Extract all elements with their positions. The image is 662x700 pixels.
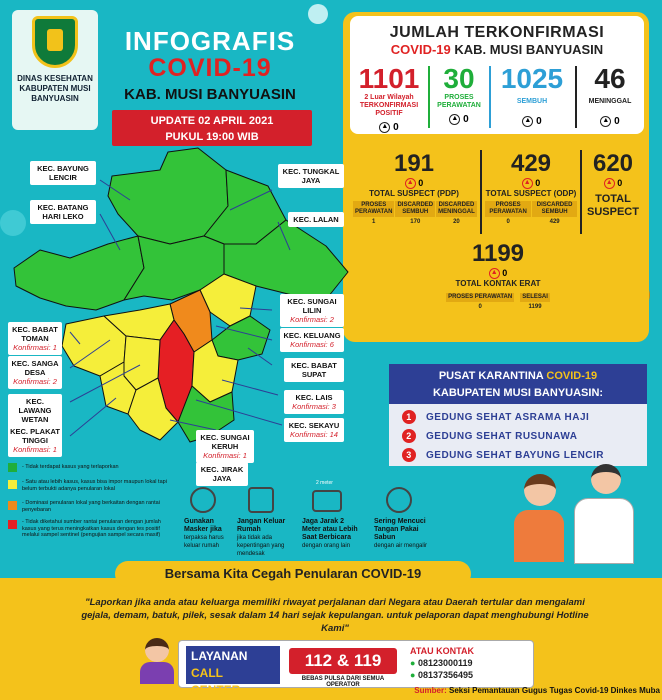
legend-text: - Satu atau lebih kasus, kasus bisa impor maupun lokal tapi belum terbukti adanya penularan lokal <box>22 479 167 492</box>
hotline-message: "Laporkan jika anda atau keluarga memiliki riwayat perjalanan dari Negara atau Daerah tertular dan mengalami gejala, demam, batuk, pilek, sesak dalam 14 hari sejak kepulangan. untuk pelaporan dapat menghubungi Hotline Kami" <box>81 597 589 634</box>
map-label-bayung-lencir: KEC. BAYUNG LENCIR <box>30 161 96 185</box>
pdp-label: TOTAL SUSPECT (PDP) <box>369 189 459 199</box>
phone-icon: ● <box>410 658 416 668</box>
sembuh-change <box>491 116 573 127</box>
update-date: UPDATE 02 APRIL 2021 <box>150 115 274 127</box>
sembuh-value: 1025 <box>500 63 564 94</box>
odp-value: 429 <box>510 150 552 177</box>
tip-mask <box>184 518 236 550</box>
map-label-sekayu <box>284 418 344 442</box>
stat-sembuh <box>491 64 573 134</box>
map-label-batang-hari-leko: KEC. BATANG HARI LEKO <box>30 200 96 224</box>
quarantine-item-label: GEDUNG SEHAT BAYUNG LENCIR <box>426 450 605 461</box>
perawatan-value: 30 <box>443 63 475 94</box>
logo-box <box>12 10 98 130</box>
konfirmasi-change-value: 0 <box>393 122 399 134</box>
map-label-konfirmasi: Konfirmasi: 1 <box>13 445 57 454</box>
phone-number[interactable]: 08137356495 <box>417 670 474 680</box>
tip-title: Jaga Jarak 2 Meter atau Lebih Saat Berbicara <box>302 518 358 541</box>
map-label-sungai-keruh <box>196 430 254 463</box>
map-label-konfirmasi: Konfirmasi: 2 <box>290 315 334 324</box>
arrow-up-icon: ▲ <box>522 178 533 189</box>
map-label-keluang <box>280 328 344 352</box>
map-label-sanga-desa <box>8 356 62 389</box>
arrow-up-icon: ▲ <box>600 116 611 127</box>
kontak-change <box>440 268 556 279</box>
quarantine-heading-c: KABUPATEN MUSI BANYUASIN: <box>432 387 604 399</box>
suspect-block <box>582 150 644 219</box>
quarantine-item-label: GEDUNG SEHAT RUSUNAWA <box>426 431 578 442</box>
map-label-konfirmasi: Konfirmasi: 1 <box>13 343 57 352</box>
phone-row[interactable] <box>410 669 530 681</box>
tip-sub: terpaksa harus keluar rumah <box>184 535 224 549</box>
arrow-up-icon: ▲ <box>489 268 500 279</box>
source-label: Sumber: <box>414 686 447 695</box>
stats-subheading-kab: KAB. MUSI BANYUASIN <box>454 42 604 57</box>
kontak-col: PROSES PERAWATAN <box>448 294 513 301</box>
map-label-tungkal-jaya: KEC. TUNGKAL JAYA <box>278 164 344 188</box>
tip-handwash <box>374 518 434 550</box>
patient-illustration <box>514 474 566 564</box>
kontak-cell: 0 <box>446 303 514 311</box>
phone-row[interactable] <box>410 657 530 669</box>
odp-cell: 0 <box>485 218 531 226</box>
callcenter-atau: ATAU KONTAK <box>410 646 474 656</box>
banner-slogan: Bersama Kita Cegah Penularan COVID-19 <box>115 561 471 587</box>
virus-decoration <box>308 4 328 24</box>
arrow-up-icon: ▲ <box>379 122 390 133</box>
odp-col: DISCARDED SEMBUH <box>532 201 577 217</box>
map-label-name: KEC. BABAT TOMAN <box>12 325 58 343</box>
title-kabupaten: KAB. MUSI BANYUASIN <box>124 86 296 103</box>
odp-change-value: 0 <box>535 178 541 188</box>
map-label-name: KEC. SEKAYU <box>288 421 340 430</box>
kontak-block <box>440 240 556 312</box>
stats-subheading <box>350 42 644 57</box>
legend-swatch-red <box>8 520 17 529</box>
suspect-change <box>582 178 644 189</box>
meninggal-change <box>577 116 643 127</box>
tip-stay-home <box>237 518 297 558</box>
pdp-change-value: 0 <box>418 178 424 188</box>
dept-name: DINAS KESEHATAN KABUPATEN MUSI BANYUASIN <box>17 74 93 103</box>
stats-subheading-covid: COVID-19 <box>390 42 451 57</box>
suspect-label: TOTAL SUSPECT <box>587 193 639 219</box>
legend-text: - Tidak diketahui sumber rantai penularan dengan jumlah kasus yang terus meningkatkan kasus dengan tes positif melalui sampel sentinel (pengujian sampel secara masif) <box>22 519 161 538</box>
tip-sub: dengan air mengalir <box>374 543 428 549</box>
callcenter-call: CALL CENTER <box>191 666 241 697</box>
phone-number[interactable]: 08123000119 <box>417 658 473 668</box>
sembuh-label: SEMBUH <box>516 98 548 105</box>
map-label-name: KEC. SUNGAI LILIN <box>287 297 337 315</box>
map-label-name: KEC. LAIS <box>295 393 333 402</box>
meninggal-change-value: 0 <box>614 116 620 128</box>
pdp-col: DISCARDED MENINGGAL <box>438 202 475 216</box>
stat-konfirmasi <box>352 64 426 134</box>
quarantine-heading <box>389 364 647 404</box>
source-credit <box>380 686 660 695</box>
odp-label: TOTAL SUSPECT (ODP) <box>485 189 577 199</box>
odp-table <box>484 200 578 227</box>
map-label-konfirmasi: Konfirmasi: 6 <box>290 340 334 349</box>
legend-text: - Tidak terdapat kasus yang terlaporkan <box>22 464 119 470</box>
perawatan-change-value: 0 <box>463 114 469 126</box>
map-label-konfirmasi: Konfirmasi: 3 <box>292 402 336 411</box>
konfirmasi-change <box>352 122 426 133</box>
legend-swatch-green <box>8 463 17 472</box>
distance-label: 2 meter <box>316 480 333 486</box>
doctor-illustration <box>574 464 638 568</box>
kontak-value: 1199 <box>471 240 525 267</box>
house-icon <box>248 487 274 513</box>
tip-sub: jika tidak ada kepentingan yang mendesak <box>237 535 285 557</box>
update-time: PUKUL 19:00 WIB <box>165 131 259 143</box>
perawatan-change <box>430 114 488 125</box>
tip-title: Gunakan Masker jika <box>184 518 222 533</box>
map-label-jirak-jaya: KEC. JIRAK JAYA <box>196 462 248 486</box>
legend-swatch-orange <box>8 501 17 510</box>
callcenter-number[interactable]: 112 & 119 <box>289 648 397 674</box>
arrow-up-icon: ▲ <box>522 116 533 127</box>
sembuh-change-value: 0 <box>536 116 542 128</box>
pdp-value: 191 <box>393 150 435 177</box>
kontak-col: SELESAI <box>522 294 548 301</box>
odp-change <box>484 178 578 189</box>
kontak-label: TOTAL KONTAK ERAT <box>455 279 541 289</box>
tip-distance <box>302 518 364 550</box>
map-label-konfirmasi: Konfirmasi: 1 <box>203 451 247 460</box>
konfirmasi-label: 2 Luar Wilayah TERKONFIRMASI POSITIF <box>359 94 419 117</box>
map-region-babat-supat <box>212 316 270 360</box>
legend-text: - Dominasi penularan lokal yang berkaitan dengan rantai penyebaran <box>22 500 160 513</box>
map-label-konfirmasi: Konfirmasi: 14 <box>290 430 338 439</box>
quarantine-heading-a: PUSAT KARANTINA <box>438 370 544 382</box>
stat-perawatan <box>430 64 488 134</box>
callcenter-contacts <box>410 645 530 681</box>
page-title: INFOGRAFIS <box>124 26 296 56</box>
map-label-sungai-lilin <box>280 294 344 327</box>
map-label-babat-toman <box>8 322 62 355</box>
meninggal-value: 46 <box>594 63 626 94</box>
kabupaten-logo <box>32 16 78 68</box>
pdp-cell: 20 <box>436 218 477 226</box>
pdp-cell: 170 <box>395 218 435 226</box>
arrow-up-icon: ▲ <box>604 178 615 189</box>
pdp-col: DISCARDED SEMBUH <box>397 202 434 216</box>
callcenter-layanan: LAYANAN <box>191 649 248 663</box>
quarantine-heading-b: COVID-19 <box>546 370 598 382</box>
mask-icon <box>190 487 216 513</box>
map-label-name: KEC. KELUANG <box>283 331 341 340</box>
map-label-babat-supat: KEC. BABAT SUPAT <box>284 358 344 382</box>
quarantine-item: 3 GEDUNG SEHAT BAYUNG LENCIR <box>402 448 604 464</box>
arrow-up-icon: ▲ <box>449 114 460 125</box>
kontak-cell: 1199 <box>520 303 550 311</box>
title-covid: COVID-19 <box>148 54 272 82</box>
callcenter-title <box>186 646 280 697</box>
pdp-cell: 1 <box>353 218 394 226</box>
callcenter-note: BEBAS PULSA DARI SEMUA OPERATOR <box>301 676 385 688</box>
odp-col: PROSES PERAWATAN <box>485 201 531 217</box>
map-label-name: KEC. SUNGAI KERUH <box>200 433 250 451</box>
operator-illustration <box>140 638 174 688</box>
map-label-lawang-wetan: KEC. LAWANG WETAN <box>8 394 62 427</box>
suspect-value: 620 <box>592 150 634 177</box>
map-label-name: KEC. PLAKAT TINGGI <box>10 427 60 445</box>
divider <box>480 150 482 234</box>
handwash-icon <box>386 487 412 513</box>
kontak-table <box>440 292 556 312</box>
phone-icon: ● <box>410 670 416 680</box>
odp-cell: 429 <box>532 218 577 226</box>
legend-swatch-yellow <box>8 480 17 489</box>
tip-title: Sering Mencuci Tangan Pakai Sabun <box>374 518 426 541</box>
map-label-plakat-tinggi <box>8 424 62 457</box>
perawatan-label: PROSES PERAWATAN <box>437 94 481 109</box>
quarantine-item: 1 GEDUNG SEHAT ASRAMA HAJI <box>402 410 589 426</box>
stat-meninggal <box>577 64 643 134</box>
map-label-konfirmasi: Konfirmasi: 2 <box>13 377 57 386</box>
kontak-change-value: 0 <box>502 268 508 278</box>
stats-heading: JUMLAH TERKONFIRMASI <box>389 24 605 41</box>
source-text: Seksi Pemantauan Gugus Tugas Covid-19 Dinkes Muba <box>448 686 660 695</box>
distance-icon <box>312 490 342 512</box>
map-label-name: KEC. SANGA DESA <box>11 359 59 377</box>
pdp-col: PROSES PERAWATAN <box>355 202 393 216</box>
map-label-lalan: KEC. LALAN <box>288 212 344 227</box>
tip-sub: dengan orang lain <box>302 543 351 549</box>
quarantine-item-label: GEDUNG SEHAT ASRAMA HAJI <box>426 412 590 423</box>
tip-title: Jangan Keluar Rumah <box>237 518 286 533</box>
quarantine-item: 2 GEDUNG SEHAT RUSUNAWA <box>402 429 577 445</box>
konfirmasi-value: 1101 <box>358 63 420 94</box>
meninggal-label: MENINGGAL <box>588 98 632 105</box>
odp-block <box>484 150 578 227</box>
suspect-change-value: 0 <box>617 178 623 188</box>
arrow-up-icon: ▲ <box>405 178 416 189</box>
map-label-lais <box>284 390 344 414</box>
